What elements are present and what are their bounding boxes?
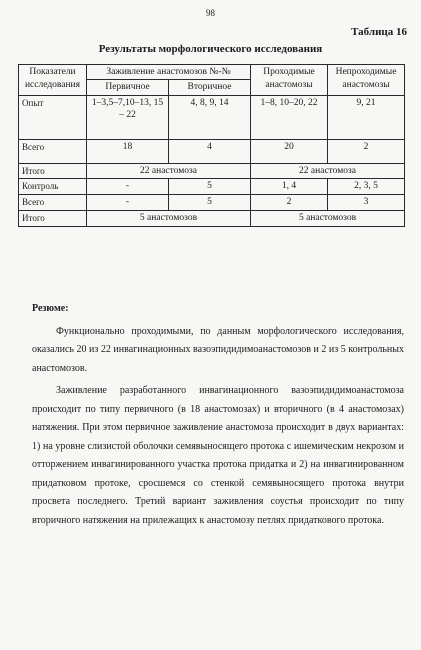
cell-healing-total: 22 анастомоза <box>87 163 251 179</box>
table-label: Таблица 16 <box>351 26 407 38</box>
cell-passable: 1–8, 10–20, 22 <box>251 95 328 139</box>
cell-secondary: 5 <box>169 179 251 195</box>
cell-passable: 2 <box>251 195 328 211</box>
row-label: Итого <box>19 163 87 179</box>
row-label: Итого <box>19 211 87 227</box>
cell-primary: - <box>87 195 169 211</box>
results-table <box>18 64 405 227</box>
table-row <box>19 95 405 139</box>
cell-secondary: 4, 8, 9, 14 <box>169 95 251 139</box>
cell-primary: 1–3,5–7,10–13, 15 – 22 <box>87 95 169 139</box>
header-healing: Заживление анастомозов №-№ <box>87 65 251 80</box>
table-row <box>19 139 405 163</box>
header-primary: Первичное <box>87 79 169 95</box>
row-label: Всего <box>19 195 87 211</box>
cell-primary: - <box>87 179 169 195</box>
header-passable: Проходимые анастомозы <box>251 65 328 96</box>
cell-patency-total: 5 анастомозов <box>251 211 405 227</box>
page-number: 98 <box>206 8 215 18</box>
row-label: Опыт <box>19 95 87 139</box>
table-row <box>19 195 405 211</box>
cell-primary: 18 <box>87 139 169 163</box>
table-header-row <box>19 65 405 80</box>
summary-heading: Резюме: <box>32 303 69 314</box>
table-row <box>19 179 405 195</box>
cell-impassable: 2, 3, 5 <box>328 179 405 195</box>
cell-impassable: 2 <box>328 139 405 163</box>
cell-impassable: 3 <box>328 195 405 211</box>
cell-healing-total: 5 анастомозов <box>87 211 251 227</box>
table-row <box>19 211 405 227</box>
cell-secondary: 4 <box>169 139 251 163</box>
cell-passable: 20 <box>251 139 328 163</box>
header-indicators: Показатели исследования <box>19 65 87 96</box>
summary-section <box>32 300 404 534</box>
cell-impassable: 9, 21 <box>328 95 405 139</box>
row-label: Всего <box>19 139 87 163</box>
cell-secondary: 5 <box>169 195 251 211</box>
summary-paragraph: Заживление разработанного инвагинационного вазоэпидидимоанастомоза происходит по типу первичного (в 18 анастомозах) и вторичного (в 4 анастомозах) натяжения. При этом первичное заживление анастомоза происходит в двух вариантах: 1) на уровне слизистой оболочки семявыносящего протока с ишемическим некрозом и отторжением инвагинированного участка протока придатка и 2) на инвагинированном придатковом протоке, сросшемся со стенкой семявыносящего протока внутри просвета последнего. Третий вариант заживления соустья происходит по типу вторичного натяжения на прилежащих к анастомозу петлях придаткового протока. <box>32 385 404 526</box>
header-secondary: Вторичное <box>169 79 251 95</box>
table-title: Результаты морфологического исследования <box>98 43 323 55</box>
table-row <box>19 163 405 179</box>
cell-patency-total: 22 анастомоза <box>251 163 405 179</box>
row-label: Контроль <box>19 179 87 195</box>
cell-passable: 1, 4 <box>251 179 328 195</box>
summary-paragraph: Функционально проходимыми, по данным морфологического исследования, оказались 20 из 22 инвагинационных вазоэпидидимоанастомозов и 2 из 5 контрольных анастомозов. <box>32 325 404 374</box>
header-impassable: Непроходимые анастомозы <box>328 65 405 96</box>
